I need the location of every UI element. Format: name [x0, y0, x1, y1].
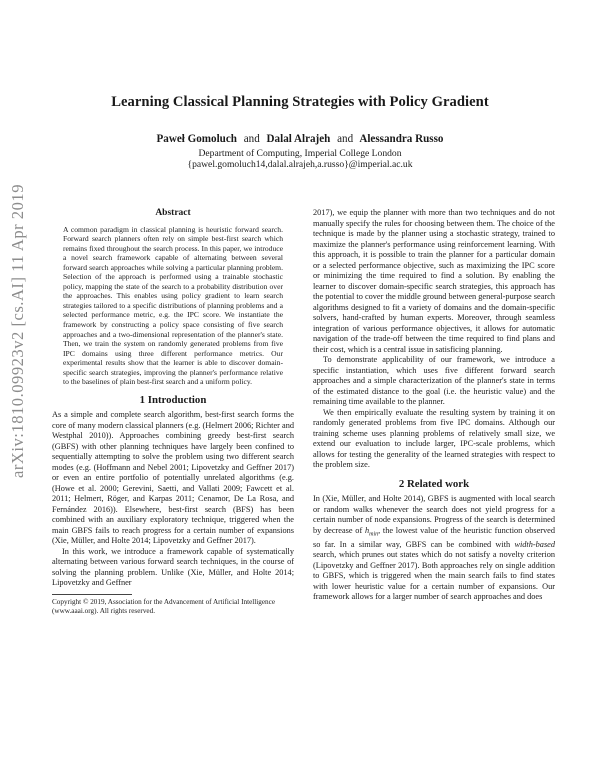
paper-title: Learning Classical Planning Strategies with Policy Gradient	[111, 94, 489, 110]
emphasis: width-based	[514, 539, 555, 549]
paragraph: To demonstrate applicability of our framework, we introduce a specific instantiation, which uses five different forward search approaches and a simple characterization of the planner's state in terms of the estimated distance to the goal (i.e. the heuristic value) and the remaining time available to the planner.	[313, 355, 555, 406]
math-base: h	[364, 525, 370, 535]
right-column	[313, 208, 555, 603]
author-list	[0, 133, 600, 145]
paragraph: We then empirically evaluate the resulting system by training it on randomly generated problems from five IPC domains. Although our training scheme uses planning problems of relatively small size, we extend our evaluation to include larger, IPC-scale problems, which allows for testing the generality of the learned strategies with respect to the problem size.	[313, 407, 555, 469]
introduction-continued	[313, 208, 555, 471]
related-work-body	[313, 494, 555, 603]
copyright-footnote: Copyright © 2019, Association for the Advancement of Artificial Intelligence (www.aaai.org). All rights reserved.	[52, 597, 276, 615]
paragraph: 2017), we equip the planner with more than two techniques and do not manually specify the rules for choosing between them. The choice of the technique is made by the planner using a stochastic strategy, trained to maximize the planner's performance using reinforcement learning. With this approach, it is possible to train the planner for a particular domain or a selected performance objective, such as maximizing the IPC score or minimizing the time required to find a solution. By enabling the learner to discover domain-specific search strategies, this approach has the potential to cover the middle ground between general-purpose search algorithms designed to fit a variety of domains and the domain-specific solvers, hand-crafted by human experts. Moreover, through seamless integration of various performance objectives, it allows for automatic navigation of the trade-off between the time required to find plans and their cost, which is a central issue in satisficing planning.	[313, 208, 555, 354]
abstract-heading: Abstract	[155, 208, 191, 218]
text-run: , the lowest value of the heuristic function observed so far. In a similar way, GBFS can be combined with	[313, 525, 555, 549]
author-name: Paweł Gomoluch	[156, 133, 237, 145]
author-name: Dalal Alrajeh	[266, 133, 331, 145]
footnote-rule	[52, 594, 132, 595]
math-symbol	[364, 525, 379, 538]
paragraph	[313, 494, 555, 603]
abstract	[52, 208, 294, 387]
introduction-body	[52, 410, 294, 589]
arxiv-stamp: arXiv:1810.09923v2 [cs.AI] 11 Apr 2019	[8, 184, 27, 478]
author-separator: and	[243, 133, 260, 145]
author-name: Alessandra Russo	[359, 133, 444, 145]
abstract-text: A common paradigm in classical planning is heuristic forward search. Forward search planners often rely on simple best-first search which remains fixed throughout the search process. In this paper, we introduce a novel search framework capable of alternating between several forward search approaches while solving a particular planning problem. Selection of the approach is performed using a trainable stochastic policy, mapping the state of the search to a probability distribution over the approaches. This enables using policy gradient to learn search strategies tailored to a specific distributions of planning problems and a selected performance metric, e.g. the IPC score. We instantiate the framework by constructing a policy space consisting of five search approaches and a two-dimensional representation of the planner's state. Then, we train the system on randomly generated problems from five IPC domains using three different performance metrics. Our experimental results show that the learner is able to discover domain-specific search strategies, improving the planner's performance relative to the baselines of plain best-first search and a uniform policy.	[63, 224, 283, 387]
text-run: search, which prunes out states which do not satisfy a novelty criterion (Lipovetzky and Geffner 2017). Both approaches rely on single addition to GBFS, which is triggered when the main search fails to find states with lower heuristic value for a certain number of expansions. Our framework allows for a larger number of search approaches and does	[313, 550, 555, 602]
section-heading-related-work: 2 Related work	[398, 477, 470, 490]
author-email: {pawel.gomoluch14,dalal.alrajeh,a.russo}@imperial.ac.uk	[187, 159, 413, 170]
text-run: In (Xie, Müller, and Holte 2014), GBFS is augmented with local search or random walks whenever the search does not yield progress for a certain number of node expansions. Progress of the search is determined by decrease of	[313, 494, 555, 535]
section-heading-introduction: 1 Introduction	[139, 393, 207, 406]
math-subscript: min	[369, 531, 379, 538]
author-separator: and	[337, 133, 354, 145]
left-column	[52, 208, 294, 615]
paragraph: As a simple and complete search algorithm, best-first search forms the core of many modern classical planners (e.g. (Helmert 2006; Richter and Westphal 2010)). Approaches combining greedy best-first search (GBFS) with other planning techniques have largely been confined to sequentially attempting to solve the problem using two different search modes (e.g. (Hoffmann and Nebel 2001; Lipovetzky and Geffner 2017) or even an entire portfolio of potentially unrelated algorithms (e.g. (Howe et al. 2000; Gerevini, Saetti, and Vallati 2009; Fawcett et al. 2011; Helmert, Röger, and Karpas 2011; Cenamor, De La Rosa, and Fernández 2016)). Elsewhere, best-first search (BFS) has been combined with an auxiliary exploratory technique, triggered when the main GBFS fails to reach progress for a certain number of expansions (Xie, Müller, and Holte 2014; Lipovetzky and Geffner 2017).	[52, 410, 294, 546]
author-affiliation: Department of Computing, Imperial College London	[198, 148, 402, 159]
paragraph: In this work, we introduce a framework capable of systematically alternating between various forward search techniques, in the course of solving the planning problem. Unlike (Xie, Müller, and Holte 2014; Lipovetzky and Geffner	[52, 546, 294, 588]
